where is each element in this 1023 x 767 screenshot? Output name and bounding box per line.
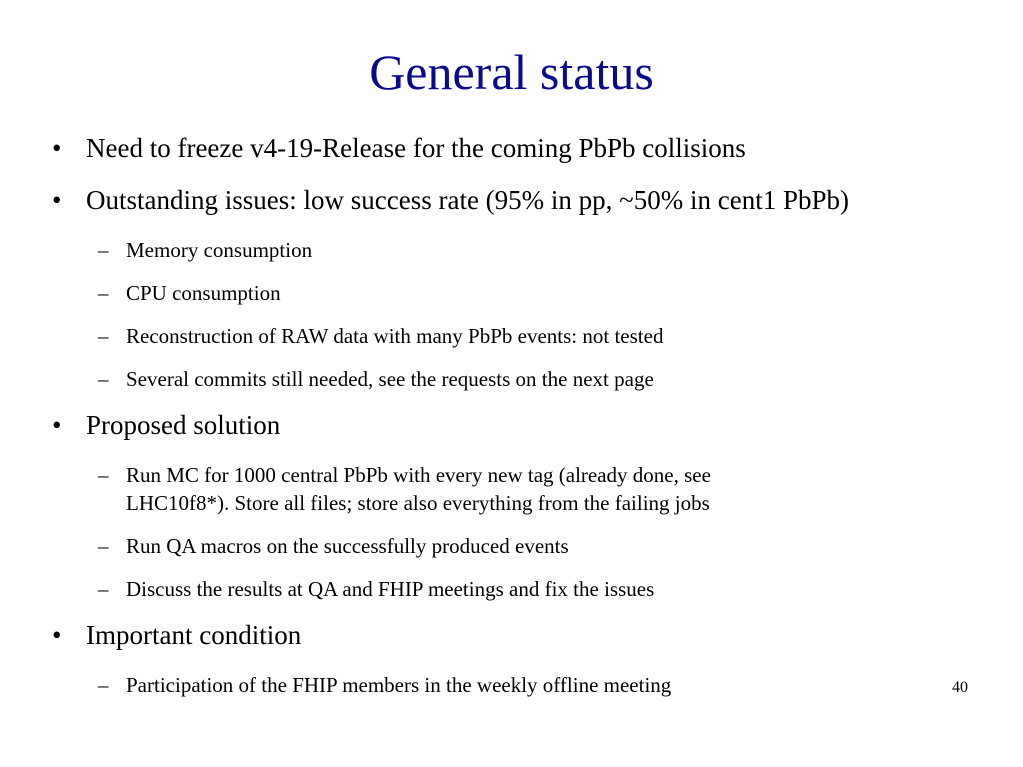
sub-bullet-item xyxy=(98,236,313,265)
dash-icon: – xyxy=(98,324,109,348)
slide-title: General status xyxy=(369,44,654,100)
sub-bullet-text: Memory consumption xyxy=(126,238,313,262)
sub-bullet-text: LHC10f8*). Store all files; store also everything from the failing jobs xyxy=(126,491,710,515)
sub-bullet-item xyxy=(98,279,281,308)
bullet-icon: • xyxy=(52,185,62,215)
sub-bullet-item xyxy=(98,532,569,561)
bullet-icon: • xyxy=(52,620,62,650)
bullet-text: Outstanding issues: low success rate (95% in pp, ~50% in cent1 PbPb) xyxy=(86,185,850,215)
bullet-item xyxy=(52,132,746,164)
sub-bullet-text: Run MC for 1000 central PbPb with every new tag (already done, see xyxy=(126,463,711,487)
sub-bullet-item xyxy=(98,461,711,490)
bullet-icon: • xyxy=(52,410,62,440)
sub-bullet-item xyxy=(98,322,664,351)
bullet-text: Important condition xyxy=(86,620,302,650)
dash-icon: – xyxy=(98,463,109,487)
dash-icon: – xyxy=(98,534,109,558)
sub-bullet-text: CPU consumption xyxy=(126,281,281,305)
dash-icon: – xyxy=(98,673,109,697)
page-number: 40 xyxy=(952,679,968,696)
bullet-item xyxy=(52,619,302,651)
sub-bullet-item xyxy=(98,575,655,604)
sub-bullet-text: Reconstruction of RAW data with many PbPb events: not tested xyxy=(126,324,664,348)
sub-bullet-text: Discuss the results at QA and FHIP meetings and fix the issues xyxy=(126,577,655,601)
sub-bullet-item xyxy=(98,671,672,700)
bullet-icon: • xyxy=(52,133,62,163)
sub-bullet-text: Participation of the FHIP members in the weekly offline meeting xyxy=(126,673,672,697)
dash-icon: – xyxy=(98,367,109,391)
bullet-item xyxy=(52,184,850,216)
dash-icon: – xyxy=(98,238,109,262)
sub-bullet-text: Run QA macros on the successfully produced events xyxy=(126,534,569,558)
dash-icon: – xyxy=(98,577,109,601)
bullet-text: Proposed solution xyxy=(86,410,281,440)
bullet-text: Need to freeze v4-19-Release for the coming PbPb collisions xyxy=(86,133,746,163)
dash-icon: – xyxy=(98,281,109,305)
bullet-item xyxy=(52,409,281,441)
sub-bullet-continuation xyxy=(126,489,710,518)
sub-bullet-text: Several commits still needed, see the requests on the next page xyxy=(126,367,654,391)
sub-bullet-item xyxy=(98,365,654,394)
